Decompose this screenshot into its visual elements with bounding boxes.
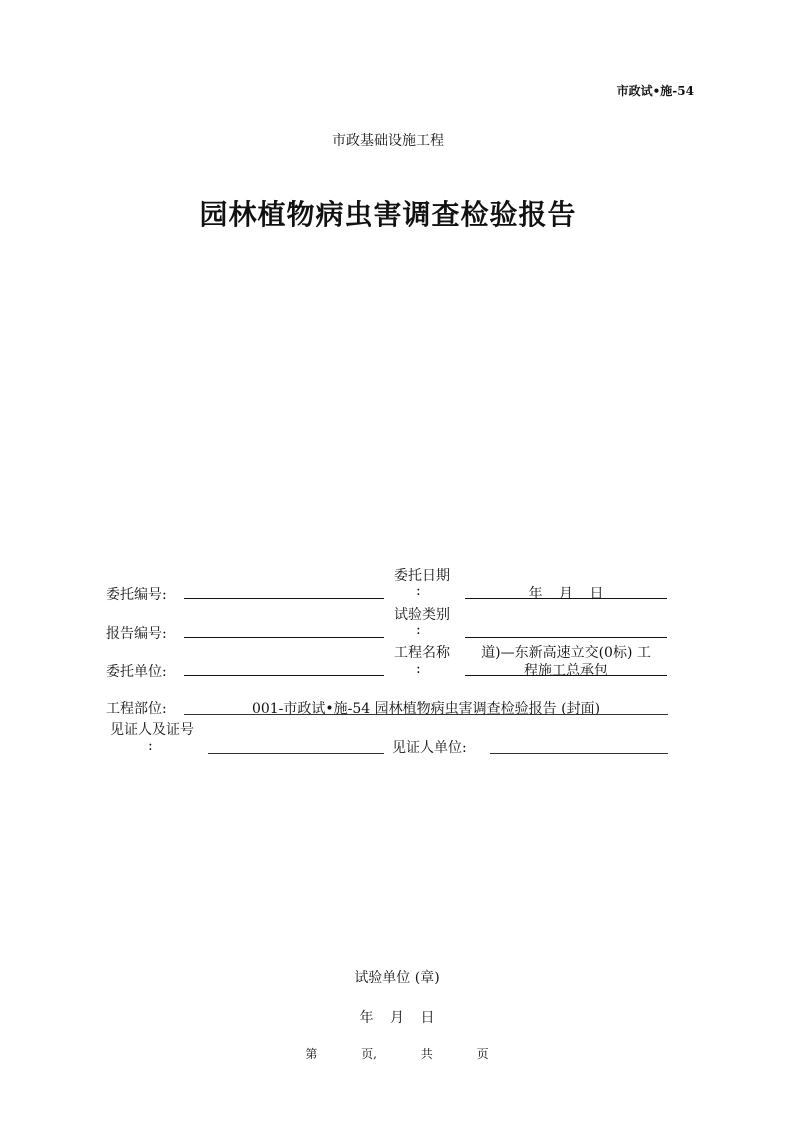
page-count: 第 页, 共 页	[305, 1047, 489, 1061]
report-no-label: 报告编号:	[106, 626, 167, 642]
project-part-field[interactable]	[184, 714, 668, 715]
form-code: 市政试•施-54	[616, 84, 694, 98]
entrust-no-label: 委托编号:	[106, 587, 167, 603]
document-subtitle: 市政基础设施工程	[332, 133, 444, 149]
entrust-date-field[interactable]	[465, 598, 667, 599]
test-unit-seal: 试验单位 (章)	[354, 970, 440, 986]
entrust-no-field[interactable]	[184, 598, 384, 599]
project-name-field[interactable]	[465, 675, 667, 676]
project-part-value: 001-市政试•施-54 园林植物病虫害调查检验报告 (封面)	[251, 701, 601, 717]
witness-cert-label: 见证人及证号	[110, 722, 194, 738]
entrust-unit-label: 委托单位:	[106, 664, 167, 680]
test-category-field[interactable]	[465, 637, 667, 638]
project-name-label: 工程名称	[394, 645, 450, 661]
witness-unit-label: 见证人单位:	[392, 740, 467, 756]
witness-cert-label-colon: :	[148, 738, 153, 754]
entrust-unit-field[interactable]	[184, 675, 384, 676]
project-name-value-line2: 程施工总承包	[524, 663, 608, 679]
entrust-date-value: 年 月 日	[528, 586, 604, 602]
project-part-label: 工程部位:	[106, 701, 167, 717]
entrust-date-label-colon: :	[416, 583, 421, 599]
footer-date: 年 月 日	[359, 1010, 435, 1026]
entrust-date-label: 委托日期	[394, 568, 450, 584]
witness-unit-field[interactable]	[490, 753, 668, 754]
report-no-field[interactable]	[184, 637, 384, 638]
test-category-label-colon: :	[416, 622, 421, 638]
document-title: 园林植物病虫害调查检验报告	[199, 198, 577, 231]
project-name-value-line1: 道)—东新高速立交(0标) 工	[481, 645, 651, 661]
witness-cert-field[interactable]	[208, 753, 384, 754]
test-category-label: 试验类别	[394, 607, 450, 623]
project-name-label-colon: :	[416, 661, 421, 677]
